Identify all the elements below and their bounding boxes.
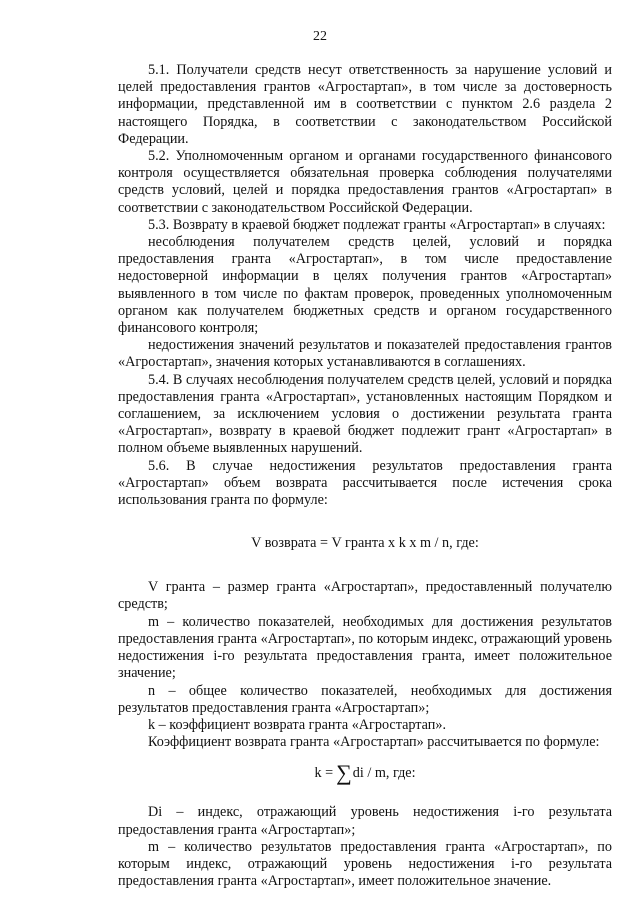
formula-return-volume: V возврата = V гранта х k х m / n, где: (251, 535, 479, 552)
definition-k: k – коэффициент возврата гранта «Агростартап». (148, 716, 446, 733)
definition-v-grant: V гранта – размер гранта «Агростартап», предоставленный получателю средств; (118, 579, 612, 613)
formula-coefficient-right: di / m, где: (352, 764, 416, 781)
paragraph-5-2: 5.2. Уполномоченным органом и органами государственного финансового контроля осуществляется обязательная проверка соблюдения получателями средств условий, целей и порядка предоставления грантов «Агростартап» в соответствии с законодательством Российской Федерации. (118, 148, 612, 216)
paragraph-5-1: 5.1. Получатели средств несут ответственность за нарушение условий и целей предоставления грантов «Агростартап», в том числе за достоверность информации, представленной им в соответствии с пунктом 2.6 раздела 2 настоящего Порядка, в соответствии с законодательством Российской Федерации. (118, 62, 612, 147)
coefficient-intro: Коэффициент возврата гранта «Агростартап» рассчитывается по формуле: (148, 734, 600, 751)
formula-coefficient (118, 760, 612, 786)
paragraph-5-3-case-2: недостижения значений результатов и показателей предоставления грантов «Агростартап», значения которых устанавливаются в соглашениях. (118, 337, 612, 371)
paragraph-5-3: 5.3. Возврату в краевой бюджет подлежат гранты «Агростартап» в случаях: (148, 216, 606, 233)
definition-m: m – количество показателей, необходимых для достижения результатов предоставления гранта «Агростартап», по которым индекс, отражающий уровень недостижения i-го результата предоставления гранта, имеет положительное значение; (118, 613, 612, 682)
formula-coefficient-left: k = (314, 764, 334, 781)
paragraph-5-3-case-1: несоблюдения получателем средств целей, условий и порядка предоставления гранта «Агростартап», в том числе предоставление недостоверной информации в целях получения грантов «Агростартап» выявленного в том числе по фактам проверок, проведенных уполномоченным органом как получателем бюджетных средств и органом государственного финансового контроля; (118, 234, 612, 337)
sigma-icon: ∑ (336, 760, 352, 786)
document-body (118, 62, 612, 890)
definition-m-results: m – количество результатов предоставления гранта «Агростартап», по которым индекс, отражающий уровень недостижения i-го результата предоставления гранта «Агростартап», имеет положительное значение. (118, 838, 612, 890)
definition-di: Di – индекс, отражающий уровень недостижения i-го результата предоставления гранта «Агростартап»; (118, 804, 612, 838)
page-number: 22 (313, 29, 327, 44)
definition-n: n – общее количество показателей, необходимых для достижения результатов предоставления гранта «Агростартап»; (118, 682, 612, 716)
paragraph-5-6: 5.6. В случае недостижения результатов предоставления гранта «Агростартап» объем возврата рассчитывается после истечения срока использования гранта по формуле: (118, 457, 612, 509)
paragraph-5-4: 5.4. В случаях несоблюдения получателем средств целей, условий и порядка предоставления гранта «Агростартап», установленных настоящим Порядком и соглашением, за исключением условия о достижении результата гранта «Агростартап», возврату в краевой бюджет подлежит грант «Агростартап» в полном объеме выявленных нарушений. (118, 371, 612, 457)
